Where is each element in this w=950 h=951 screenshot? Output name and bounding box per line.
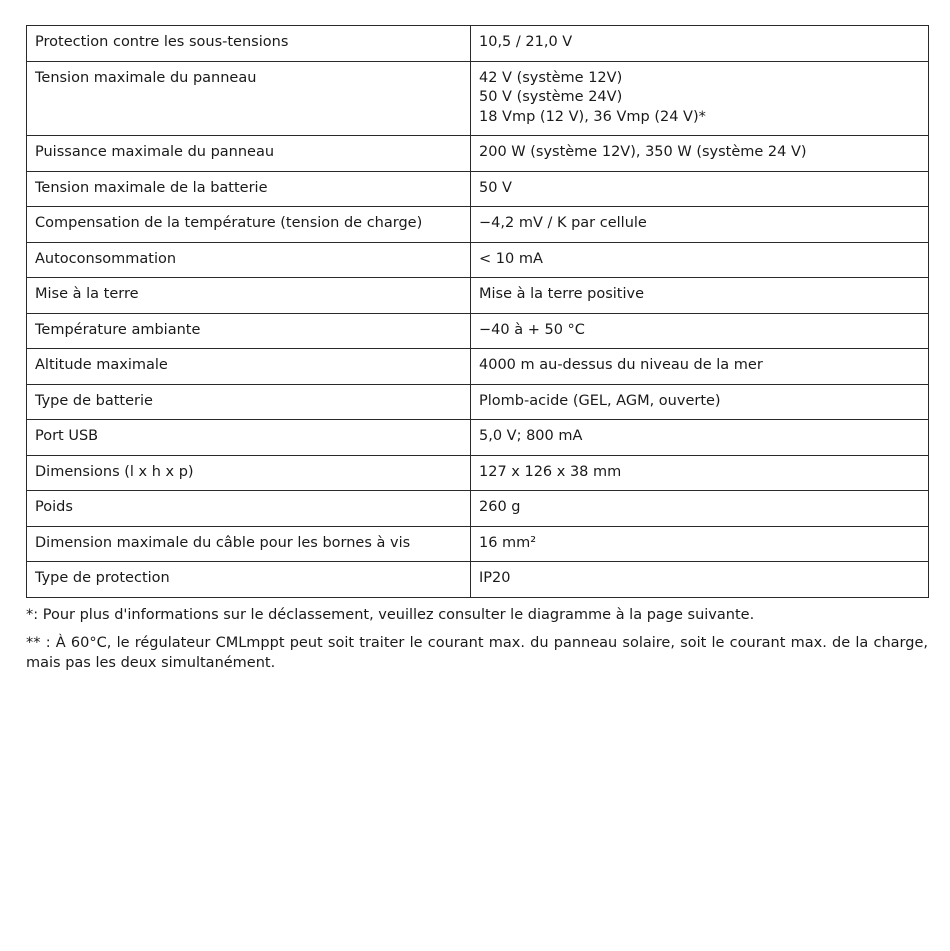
- table-row: [27, 207, 929, 243]
- spec-label: Type de batterie: [27, 384, 471, 420]
- footnote-temperature: ** : À 60°C, le régulateur CMLmppt peut soit traiter le courant max. du panneau solaire, soit le courant max. de la charge, mais pas les deux simultanément.: [26, 635, 928, 671]
- spec-value: [471, 61, 929, 136]
- footnotes: [26, 606, 928, 674]
- spec-value-line: 16 mm²: [479, 534, 537, 551]
- spec-value-line: 200 W (système 12V), 350 W (système 24 V): [479, 144, 807, 160]
- table-row: [27, 242, 929, 278]
- table-row: [27, 349, 929, 385]
- spec-label: Mise à la terre: [27, 278, 471, 314]
- spec-label: Altitude maximale: [27, 349, 471, 385]
- spec-value: [471, 526, 929, 562]
- spec-value-line: −4,2 mV / K par cellule: [479, 215, 647, 231]
- specifications-table-body: [27, 26, 929, 598]
- table-row: [27, 61, 929, 136]
- spec-value-line: 5,0 V; 800 mA: [479, 428, 583, 444]
- spec-value: [471, 384, 929, 420]
- spec-value-line: 50 V: [479, 179, 512, 196]
- spec-value-line: Plomb-acide (GEL, AGM, ouverte): [479, 392, 721, 409]
- table-row: [27, 136, 929, 172]
- spec-value-line: Mise à la terre positive: [479, 286, 645, 302]
- spec-label: Poids: [27, 491, 471, 527]
- table-row: [27, 171, 929, 207]
- spec-value: [471, 349, 929, 385]
- spec-label: Type de protection: [27, 562, 471, 598]
- spec-value-line: 260 g: [479, 499, 521, 515]
- spec-value: [471, 313, 929, 349]
- spec-value: [471, 207, 929, 243]
- spec-label: Puissance maximale du panneau: [27, 136, 471, 172]
- table-row: [27, 26, 929, 62]
- spec-label: Dimension maximale du câble pour les bornes à vis: [27, 526, 471, 562]
- table-row: [27, 313, 929, 349]
- spec-label: Tension maximale de la batterie: [27, 171, 471, 207]
- spec-value: [471, 278, 929, 314]
- spec-value: [471, 562, 929, 598]
- specifications-table: [26, 25, 929, 598]
- spec-label: Port USB: [27, 420, 471, 456]
- footnote-derating: *: Pour plus d'informations sur le déclassement, veuillez consulter le diagramme à la page suivante.: [26, 606, 755, 623]
- spec-value-line: 4000 m au-dessus du niveau de la mer: [479, 357, 763, 373]
- spec-label: Tension maximale du panneau: [27, 61, 471, 136]
- spec-value-line: 127 x 126 x 38 mm: [479, 463, 622, 480]
- spec-value-line: −40 à + 50 °C: [479, 321, 585, 338]
- table-row: [27, 455, 929, 491]
- document-page: [26, 25, 928, 682]
- table-row: [27, 491, 929, 527]
- spec-value: [471, 136, 929, 172]
- spec-value-line: 42 V (système 12V): [479, 69, 623, 86]
- table-row: [27, 562, 929, 598]
- spec-value-line: IP20: [479, 570, 511, 586]
- spec-value: [471, 455, 929, 491]
- spec-value: [471, 491, 929, 527]
- spec-value: [471, 420, 929, 456]
- spec-value-line: 50 V (système 24V): [479, 89, 623, 105]
- spec-label: Température ambiante: [27, 313, 471, 349]
- spec-value-line: 18 Vmp (12 V), 36 Vmp (24 V)*: [479, 108, 706, 125]
- table-row: [27, 384, 929, 420]
- spec-value-line: < 10 mA: [479, 250, 543, 267]
- table-row: [27, 420, 929, 456]
- spec-label: Dimensions (l x h x p): [27, 455, 471, 491]
- table-row: [27, 278, 929, 314]
- table-row: [27, 526, 929, 562]
- spec-value-line: 10,5 / 21,0 V: [479, 34, 573, 50]
- spec-label: Compensation de la température (tension de charge): [27, 207, 471, 243]
- spec-value: [471, 26, 929, 62]
- spec-value: [471, 171, 929, 207]
- spec-label: Autoconsommation: [27, 242, 471, 278]
- spec-label: Protection contre les sous-tensions: [27, 26, 471, 62]
- spec-value: [471, 242, 929, 278]
